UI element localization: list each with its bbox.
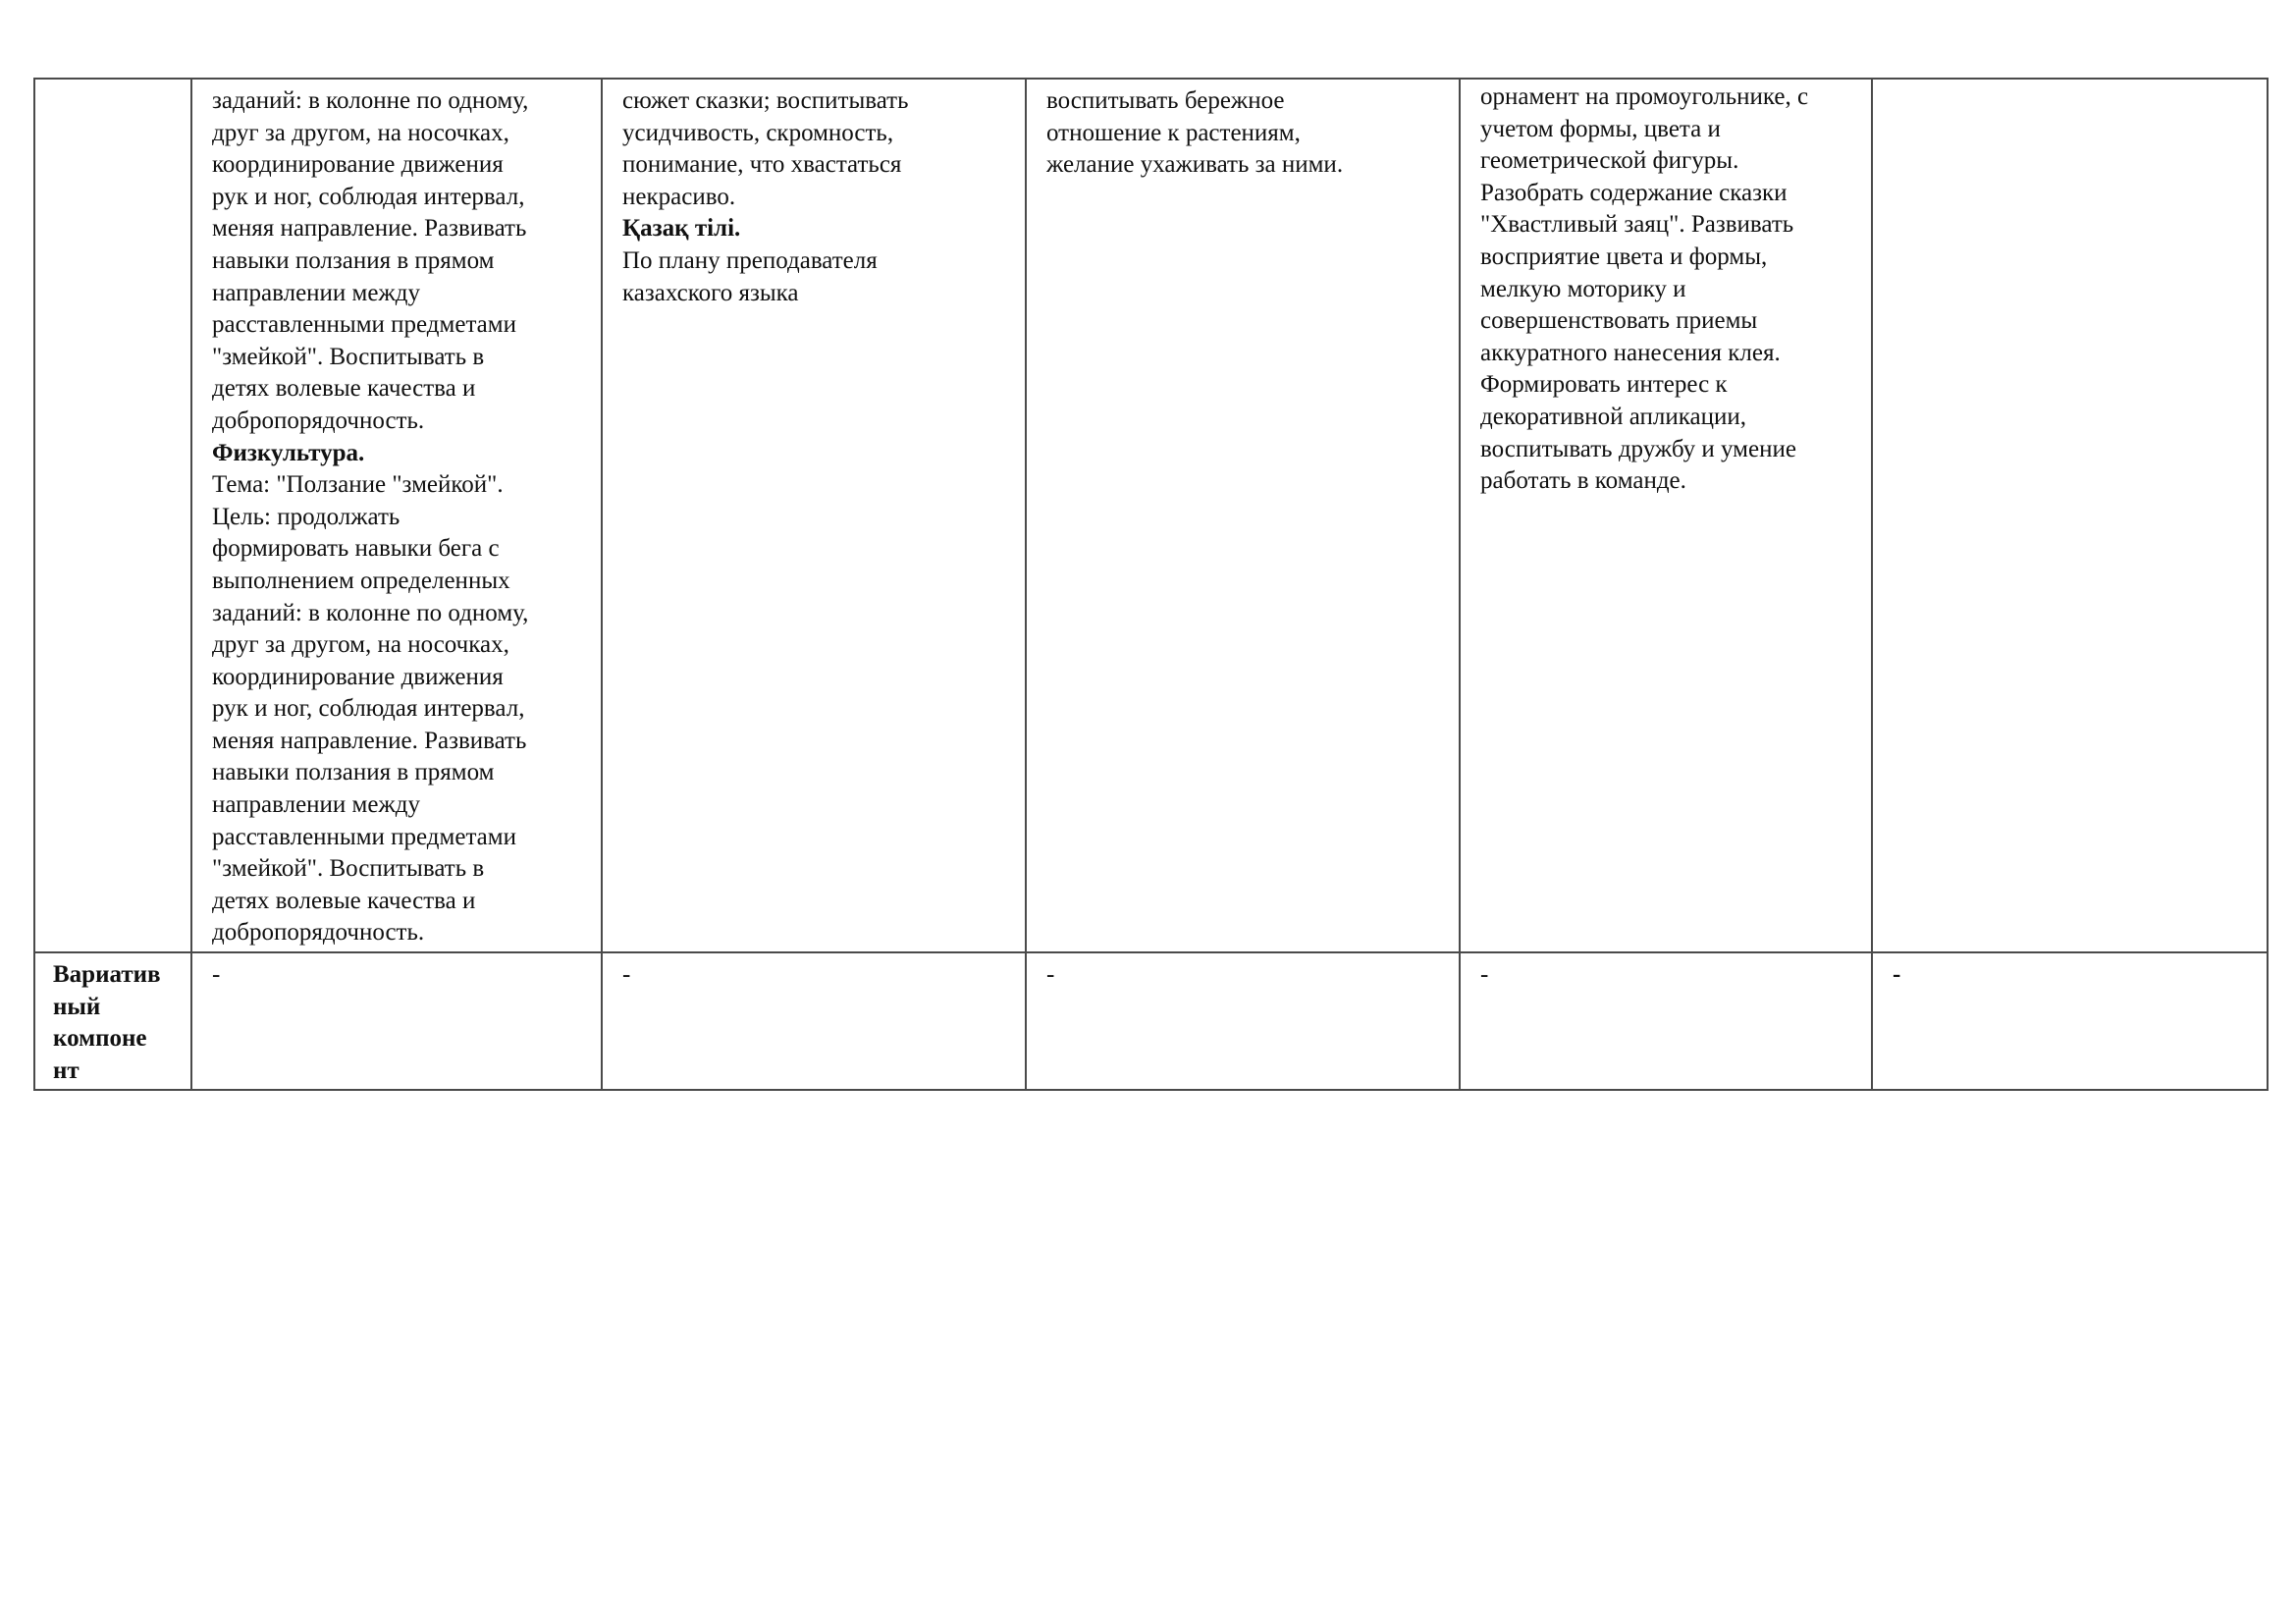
text-line: "Хвастливый заяц". Развивать [1480, 211, 1794, 239]
text-line: учетом формы, цвета и [1480, 115, 1721, 142]
text-line: направлении между [212, 791, 420, 819]
cell-variative-col3: - [602, 952, 1026, 1090]
table-row-main [34, 79, 2268, 952]
text-line: заданий: в колонне по одному, [212, 599, 529, 626]
text-line: заданий: в колонне по одному, [212, 87, 529, 114]
text-line: Физкультура. [212, 439, 365, 466]
text-line: усидчивость, скромность, [622, 119, 894, 146]
text-line: направлении между [212, 279, 420, 306]
cell-main-col2 [191, 79, 602, 952]
cell-variative-col4: - [1026, 952, 1460, 1090]
table-row-variative [34, 952, 2268, 1090]
cell-variative-col2: - [191, 952, 602, 1090]
text-line: Тема: "Ползание "змейкой". [212, 471, 504, 499]
cell-main-col1 [34, 79, 191, 952]
text-line: Цель: продолжать [212, 503, 400, 530]
text-line: детях волевые качества и [212, 887, 476, 914]
text-line: совершенствовать приемы [1480, 307, 1758, 335]
text-line: Формировать интерес к [1480, 371, 1728, 399]
text-line: ный [53, 993, 101, 1020]
cell-main-col3 [602, 79, 1026, 952]
text-line: формировать навыки бега с [212, 535, 500, 563]
text-line: По плану преподавателя [622, 246, 878, 274]
cell-variative-col6: - [1872, 952, 2268, 1090]
cell-main-col6 [1872, 79, 2268, 952]
text-line: Вариатив [53, 961, 161, 989]
text-line: аккуратного нанесения клея. [1480, 339, 1781, 366]
text-line: геометрической фигуры. [1480, 147, 1739, 175]
cell-main-col4 [1026, 79, 1460, 952]
text-line: друг за другом, на носочках, [212, 631, 509, 659]
text-line: координирование движения [212, 663, 504, 690]
text-line: понимание, что хвастаться [622, 151, 902, 179]
cell-variative-col5: - [1460, 952, 1872, 1090]
text-line: координирование движения [212, 151, 504, 179]
text-line: выполнением определенных [212, 567, 510, 594]
text-line: Разобрать содержание сказки [1480, 179, 1788, 206]
text-line: сюжет сказки; воспитывать [622, 87, 909, 114]
text-line: мелкую моторику и [1480, 275, 1686, 302]
text-line: меняя направление. Развивать [212, 215, 527, 243]
text-line: рук и ног, соблюдая интервал, [212, 695, 525, 723]
text-line: добропорядочность. [212, 919, 425, 947]
text-line: орнамент на промоугольнике, с [1480, 83, 1809, 110]
text-line: навыки ползания в прямом [212, 759, 495, 786]
variative-component-label [34, 952, 191, 1090]
text-line: "змейкой". Воспитывать в [212, 855, 485, 883]
text-line: некрасиво. [622, 183, 736, 210]
text-line: казахского языка [622, 279, 799, 306]
text-line: друг за другом, на носочках, [212, 119, 509, 146]
text-line: компоне [53, 1025, 147, 1053]
text-line: рук и ног, соблюдая интервал, [212, 183, 525, 210]
text-line: работать в команде. [1480, 467, 1686, 495]
text-line: "змейкой". Воспитывать в [212, 343, 485, 370]
text-line: добропорядочность. [212, 406, 425, 434]
text-line: нт [53, 1056, 80, 1084]
text-line: Қазақ тілі. [622, 215, 741, 243]
text-line: расставленными предметами [212, 823, 516, 850]
cell-main-col5 [1460, 79, 1872, 952]
lesson-plan-table [33, 78, 2269, 1091]
text-line: воспитывать дружбу и умение [1480, 435, 1796, 462]
text-line: детях волевые качества и [212, 375, 476, 403]
text-line: желание ухаживать за ними. [1046, 151, 1344, 179]
text-line: восприятие цвета и формы, [1480, 243, 1768, 270]
text-line: декоративной апликации, [1480, 403, 1747, 430]
text-line: расставленными предметами [212, 311, 516, 339]
text-line: навыки ползания в прямом [212, 246, 495, 274]
text-line: меняя направление. Развивать [212, 727, 527, 754]
text-line: воспитывать бережное [1046, 87, 1285, 114]
text-line: отношение к растениям, [1046, 119, 1301, 146]
